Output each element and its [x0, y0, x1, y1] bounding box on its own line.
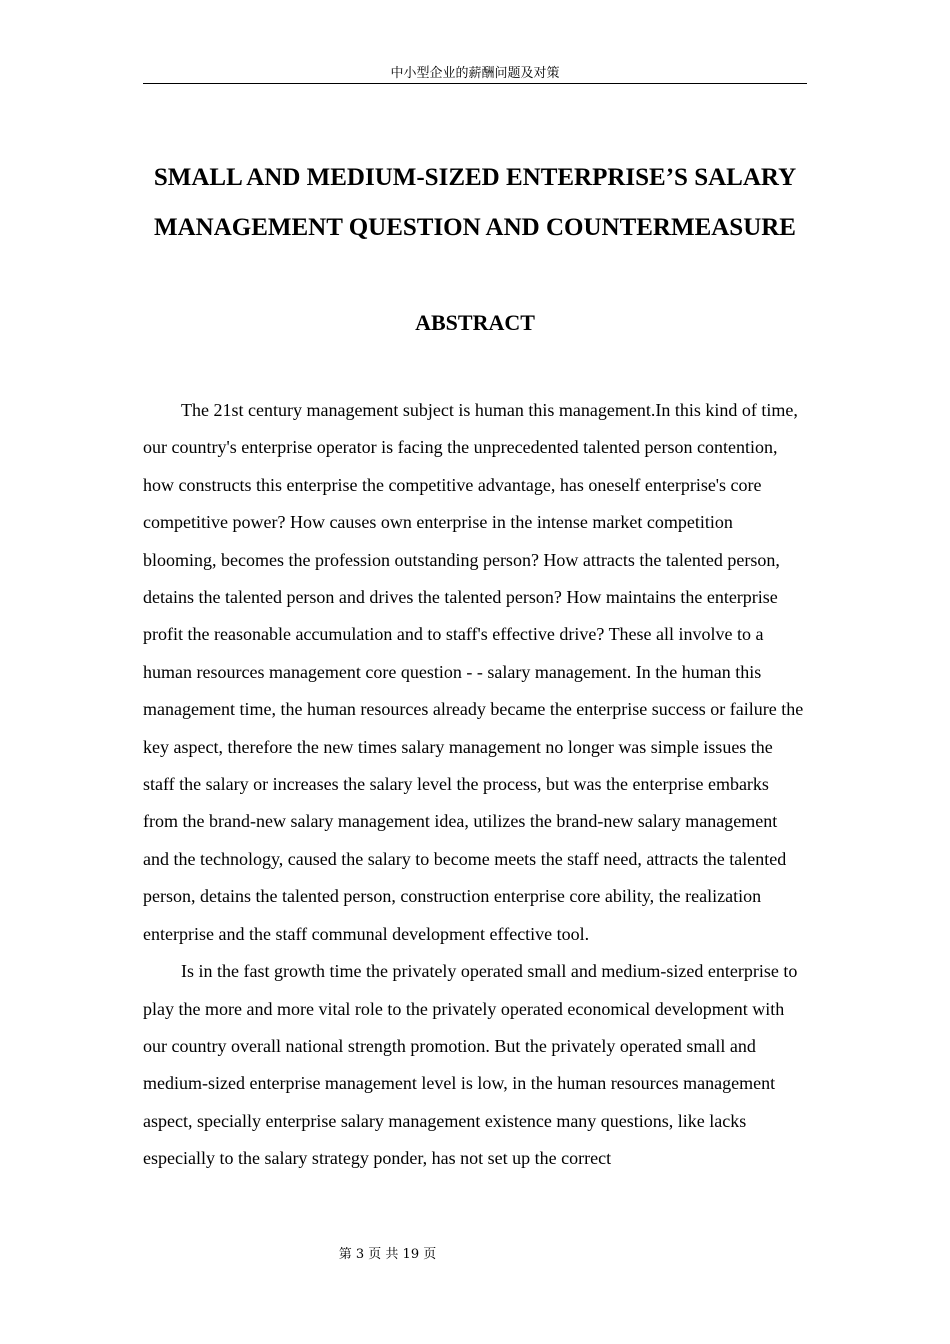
- page-number-footer: 第 3 页 共 19 页: [338, 1247, 437, 1262]
- document-title: [130, 153, 820, 253]
- header-divider: [143, 83, 807, 84]
- running-header: 中小型企业的薪酬问题及对策: [390, 66, 560, 81]
- abstract-paragraph-2: Is in the fast growth time the privately operated small and medium-sized enterprise to play the more and more vital role to the privately operated economical development with our country overall national strength promotion. But the privately operated small and medium-sized enterprise management level is low, in the human resources management aspect, specially enterprise salary management existence many questions, like lacks especially to the salary strategy ponder, has not set up the correct: [143, 961, 798, 1169]
- abstract-heading: ABSTRACT: [415, 310, 535, 335]
- abstract-paragraph-1: The 21st century management subject is human this management.In this kind of time, our country's enterprise operator is facing the unprecedented talented person contention, how constructs this enterprise the competitive advantage, has oneself enterprise's core competitive power? How causes own enterprise in the intense market competition blooming, becomes the profession outstanding person? How attracts the talented person, detains the talented person and drives the talented person? How maintains the enterprise profit the reasonable accumulation and to staff's effective drive? These all involve to a human resources management core question - - salary management. In the human this management time, the human resources already became the enterprise success or failure the key aspect, therefore the new times salary management no longer was simple issues the staff the salary or increases the salary level the process, but was the enterprise embarks from the brand-new salary management idea, utilizes the brand-new salary management and the technology, caused the salary to become meets the staff need, attracts the talented person, detains the talented person, construction enterprise core ability, the realization enterprise and the staff communal development effective tool.: [143, 400, 804, 944]
- title-line-2: MANAGEMENT QUESTION AND COUNTERMEASURE: [154, 214, 796, 241]
- abstract-body: [143, 392, 807, 1178]
- title-line-1: SMALL AND MEDIUM-SIZED ENTERPRISE’S SALARY: [153, 164, 797, 191]
